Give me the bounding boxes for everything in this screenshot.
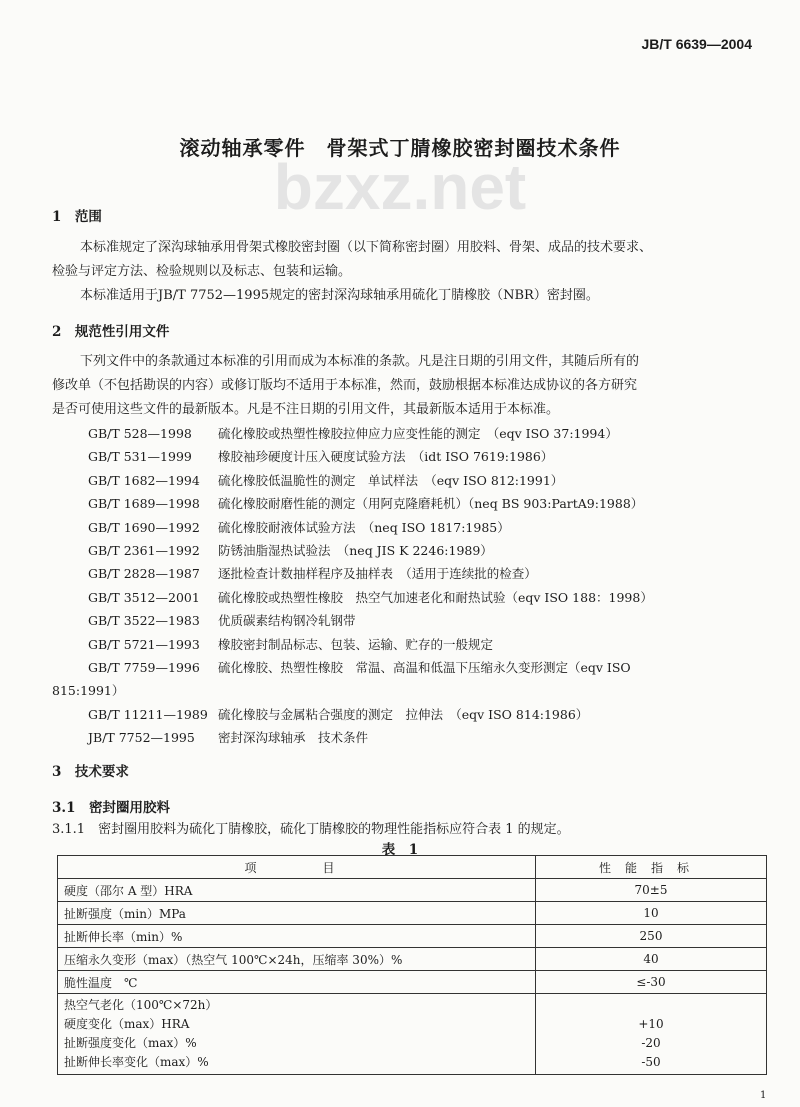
- reference-code: GB/T 2361—1992: [88, 543, 200, 558]
- reference-code: GB/T 1682—1994: [88, 472, 200, 488]
- aging-value: -20: [641, 1036, 661, 1050]
- reference-code: GB/T 11211—1989: [88, 706, 208, 722]
- paragraph: 下列文件中的条款通过本标准的引用而成为本标准的条款。凡是注日期的引用文件，其随后所有的: [80, 354, 640, 369]
- section-1-heading: 1 范围: [52, 209, 102, 225]
- aging-item: 扯断伸长率变化（max）%: [64, 1055, 209, 1069]
- reference-title: 硫化橡胶耐液体试验方法 （neq ISO 1817:1985）: [218, 519, 510, 535]
- table-row: [58, 925, 767, 948]
- reference-title: 硫化橡胶低温脆性的测定 单试样法 （eqv ISO 812:1991）: [218, 472, 564, 488]
- table-header-row: [58, 856, 767, 879]
- aging-value: +10: [638, 1017, 664, 1031]
- reference-title: 硫化橡胶耐磨性能的测定（用阿克隆磨耗机）（neq BS 903:PartA9:1988）: [218, 496, 644, 512]
- reference-title: 橡胶密封制品标志、包装、运输、贮存的一般规定: [218, 636, 494, 652]
- reference-item: [88, 588, 653, 606]
- item-cell: 扯断强度（min）MPa: [58, 902, 536, 925]
- reference-code: GB/T 2828—1987: [88, 566, 200, 582]
- reference-item: [88, 541, 493, 559]
- table-caption: 表 1: [381, 842, 419, 858]
- reference-title: 优质碳素结构钢冷轧钢带: [218, 613, 356, 629]
- reference-item: [88, 635, 493, 653]
- reference-title: 硫化橡胶或热塑性橡胶拉伸应力应变性能的测定 （eqv ISO 37:1994）: [218, 426, 618, 441]
- reference-code: GB/T 528—1998: [88, 426, 192, 441]
- paragraph: 本标准适用于JB/T 7752—1995规定的密封深沟球轴承用硫化丁腈橡胶（NBR）密封圈。: [80, 288, 599, 303]
- section-2-heading: 2 规范性引用文件: [52, 324, 170, 340]
- document-title: 滚动轴承零件 骨架式丁腈橡胶密封圈技术条件: [179, 136, 621, 160]
- reference-item: [88, 658, 631, 676]
- reference-code: GB/T 7759—1996: [88, 660, 200, 675]
- reference-title: 815:1991）: [52, 683, 125, 699]
- reference-code: GB/T 3512—2001: [88, 589, 200, 605]
- reference-code: JB/T 7752—1995: [88, 730, 195, 746]
- table-row-aging: [58, 994, 767, 1075]
- value-cell: 70±5: [536, 879, 767, 902]
- column-header-value: 性能指标: [536, 856, 767, 879]
- reference-code: GB/T 531—1999: [88, 449, 192, 465]
- watermark: bzxz.net: [273, 151, 527, 223]
- aging-item: 硬度变化（max）HRA: [64, 1017, 190, 1031]
- reference-title: 密封深沟球轴承 技术条件: [218, 730, 369, 746]
- section-3-heading: 3 技术要求: [52, 764, 129, 780]
- properties-table: [57, 855, 767, 1075]
- paragraph: 修改单（不包括勘误的内容）或修订版均不适用于本标准，然而，鼓励根据本标准达成协议的各方研究: [52, 378, 638, 393]
- reference-item: [52, 681, 124, 699]
- paragraph: 本标准规定了深沟球轴承用骨架式橡胶密封圈（以下简称密封圈）用胶料、骨架、成品的技术要求、: [80, 240, 653, 255]
- reference-item: [88, 424, 618, 442]
- table-row: [58, 948, 767, 971]
- value-cell: 10: [536, 902, 767, 925]
- reference-item: [88, 564, 537, 582]
- reference-code: GB/T 5721—1993: [88, 636, 200, 652]
- standard-code: JB/T 6639—2004: [641, 36, 752, 52]
- paragraph: 是否可使用这些文件的最新版本。凡是不注日期的引用文件，其最新版本适用于本标准。: [52, 402, 560, 417]
- reference-item: [88, 518, 510, 536]
- reference-code: GB/T 3522—1983: [88, 613, 200, 629]
- reference-title: 硫化橡胶与金属粘合强度的测定 拉伸法 （eqv ISO 814:1986）: [218, 706, 589, 722]
- clause-3-1-1: 3.1.1 密封圈用胶料为硫化丁腈橡胶，硫化丁腈橡胶的物理性能指标应符合表 1 的规定。: [52, 822, 570, 837]
- column-header-item: 项 目: [58, 856, 536, 879]
- reference-item: [88, 728, 368, 746]
- aging-item: 扯断强度变化（max）%: [64, 1036, 197, 1050]
- table-row: [58, 902, 767, 925]
- reference-item: [88, 494, 643, 512]
- aging-title: 热空气老化（100℃×72h）: [64, 998, 218, 1012]
- item-cell: 脆性温度 ℃: [58, 971, 536, 994]
- reference-title: 逐批检查计数抽样程序及抽样表 （适用于连续批的检查）: [218, 566, 537, 582]
- reference-title: 硫化橡胶或热塑性橡胶 热空气加速老化和耐热试验（eqv ISO 188：1998）: [218, 589, 653, 605]
- page-mark: 1: [760, 1090, 767, 1101]
- reference-item: [88, 705, 588, 723]
- item-cell: 压缩永久变形（max）（热空气 100℃×24h，压缩率 30%）%: [58, 948, 536, 971]
- value-cell: 250: [536, 925, 767, 948]
- item-cell: 扯断伸长率（min）%: [58, 925, 536, 948]
- reference-item: [88, 611, 356, 629]
- paragraph: 检验与评定方法、检验规则以及标志、包装和运输。: [52, 264, 352, 279]
- table-row: [58, 879, 767, 902]
- reference-title: 防锈油脂湿热试验法 （neq JIS K 2246:1989）: [218, 543, 493, 558]
- section-3-1-heading: 3.1 密封圈用胶料: [52, 800, 170, 816]
- reference-title: 橡胶袖珍硬度计压入硬度试验方法 （idt ISO 7619:1986）: [218, 449, 554, 465]
- reference-title: 硫化橡胶、热塑性橡胶 常温、高温和低温下压缩永久变形测定（eqv ISO: [218, 660, 631, 675]
- reference-item: [88, 447, 553, 465]
- value-cell: ≤-30: [536, 971, 767, 994]
- reference-code: GB/T 1690—1992: [88, 519, 200, 535]
- table-row: [58, 971, 767, 994]
- aging-value: -50: [641, 1055, 661, 1069]
- reference-item: [88, 471, 563, 489]
- item-cell: 硬度（邵尔 A 型）HRA: [58, 879, 536, 902]
- reference-code: GB/T 1689—1998: [88, 496, 200, 512]
- value-cell: 40: [536, 948, 767, 971]
